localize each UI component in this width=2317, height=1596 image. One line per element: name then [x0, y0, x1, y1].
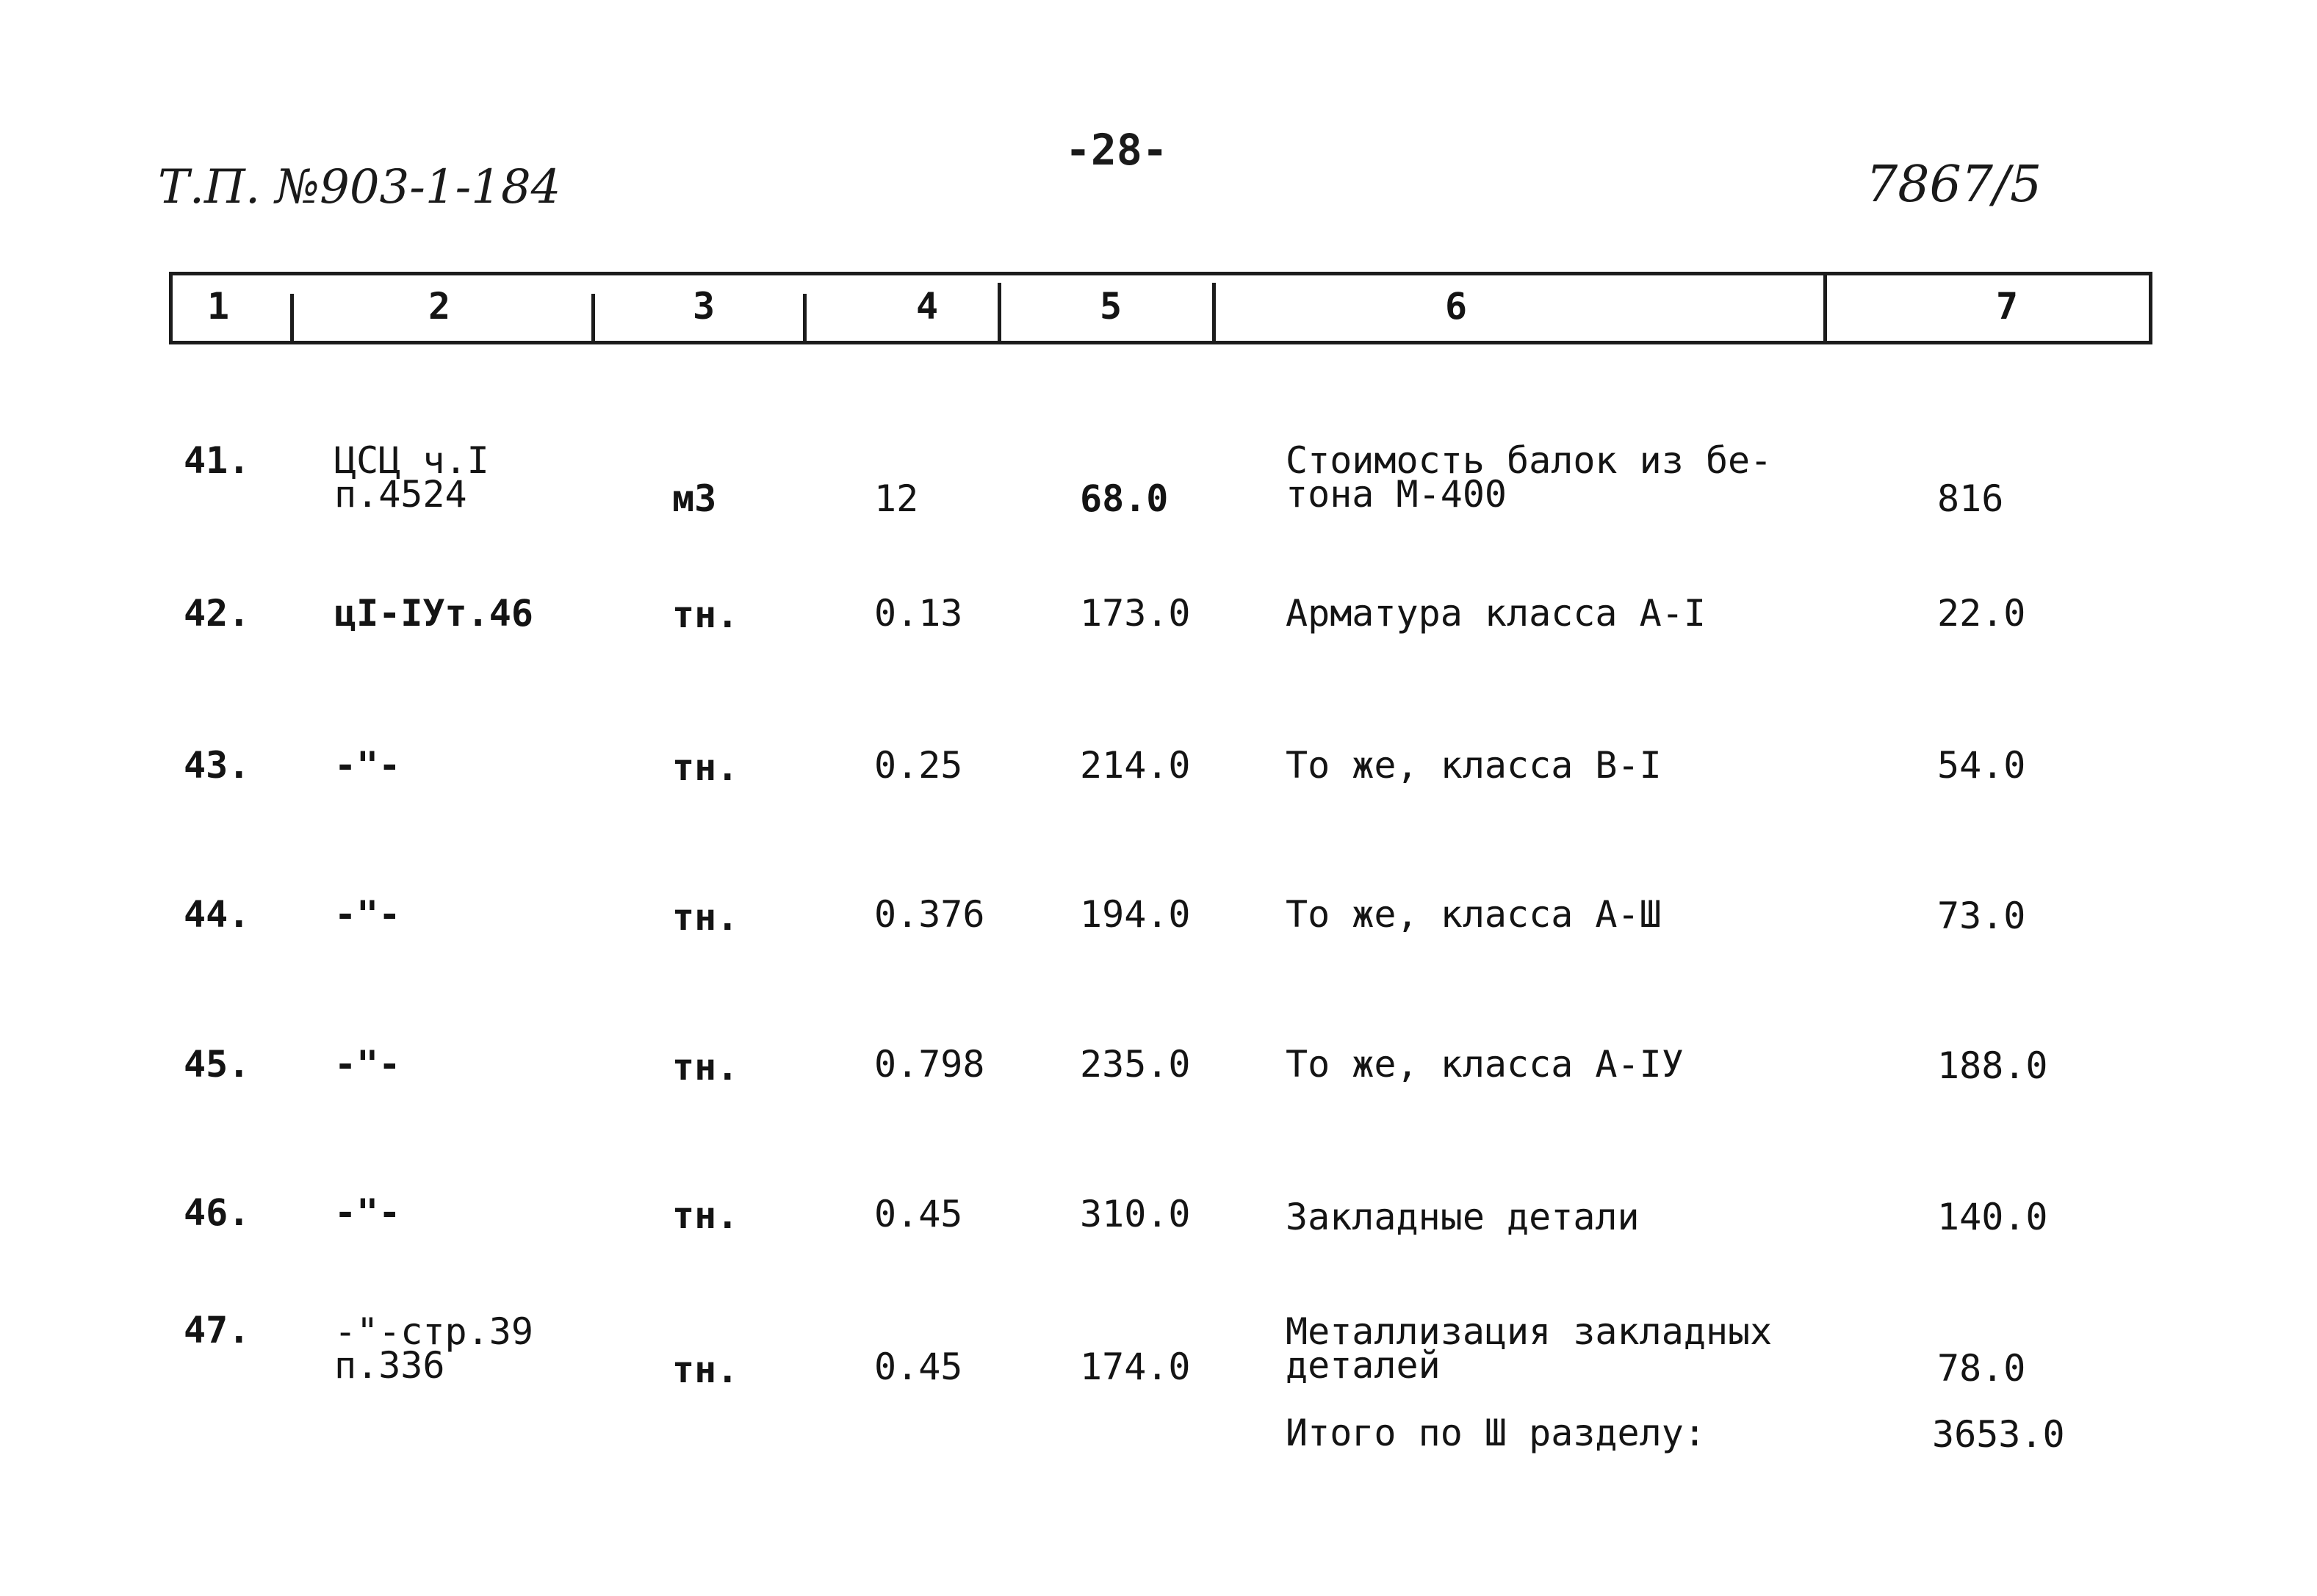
reference-line: п.336: [334, 1344, 445, 1387]
header-divider: [998, 283, 1001, 344]
reference-line: п.4524: [334, 473, 467, 516]
total-cell: 816: [1937, 477, 2004, 520]
summary-value: 3653.0: [1932, 1413, 2065, 1456]
total-cell: 22.0: [1937, 592, 2026, 635]
price-cell: 194.0: [1080, 893, 1191, 936]
quantity-cell: 0.13: [874, 592, 963, 635]
sheet-id: 7867/5: [1866, 156, 2042, 214]
summary-label: Итого по Ш разделу:: [1286, 1412, 1706, 1454]
unit-cell: тн.: [672, 746, 739, 789]
reference-cell: [334, 1310, 533, 1387]
reference-cell: [334, 439, 489, 516]
total-cell: 54.0: [1937, 744, 2026, 787]
quantity-cell: 0.45: [874, 1346, 963, 1388]
column-number: 1: [206, 285, 230, 328]
row-number: 41.: [184, 439, 251, 482]
total-cell: 73.0: [1937, 895, 2026, 937]
total-cell: 140.0: [1937, 1196, 2048, 1238]
row-number: 43.: [184, 744, 251, 787]
reference-cell: -"-: [334, 1191, 401, 1234]
description-line: деталей: [1286, 1344, 1441, 1387]
header-divider: [2149, 272, 2152, 344]
column-number: 2: [428, 285, 451, 328]
header-top-rule: [169, 272, 2152, 275]
unit-cell: тн.: [672, 1348, 739, 1391]
unit-cell: тн.: [672, 593, 739, 636]
description-line: тона М-400: [1286, 473, 1507, 516]
row-number: 47.: [184, 1309, 251, 1351]
description-cell: Закладные детали: [1286, 1196, 1640, 1238]
description-cell: То же, класса А-IУ: [1286, 1043, 1684, 1086]
description-cell: То же, класса В-I: [1286, 744, 1662, 787]
header-divider: [169, 272, 173, 344]
price-cell: 174.0: [1080, 1346, 1191, 1388]
description-cell: [1286, 439, 1773, 516]
price-cell: 310.0: [1080, 1193, 1191, 1235]
description-cell: Арматура класса А-I: [1286, 592, 1706, 635]
description-line: Металлизация закладных: [1286, 1310, 1773, 1353]
description-line: Стоимость балок из бе-: [1286, 439, 1773, 482]
price-cell: 214.0: [1080, 744, 1191, 787]
total-cell: 78.0: [1937, 1347, 2026, 1390]
reference-cell: -"-: [334, 893, 401, 936]
reference-line: ЦСЦ ч.I: [334, 439, 489, 482]
unit-cell: тн.: [672, 1194, 739, 1237]
row-number: 42.: [184, 592, 251, 635]
header-divider: [290, 294, 294, 344]
column-number: 5: [1099, 285, 1123, 328]
header-bottom-rule: [169, 341, 2152, 344]
reference-cell: -"-: [334, 1043, 401, 1086]
column-number: 3: [692, 285, 716, 328]
quantity-cell: 0.45: [874, 1193, 963, 1235]
description-cell: То же, класса А-Ш: [1286, 893, 1662, 936]
price-cell: 68.0: [1080, 477, 1169, 520]
unit-cell: тн.: [672, 896, 739, 939]
description-cell: [1286, 1310, 1773, 1387]
row-number: 44.: [184, 893, 251, 936]
unit-cell: м3: [672, 477, 717, 520]
quantity-cell: 12: [874, 477, 919, 520]
column-number: 4: [915, 285, 939, 328]
header-divider: [591, 294, 595, 344]
quantity-cell: 0.798: [874, 1043, 985, 1086]
document-code: Т.П. №903-1-184: [158, 160, 561, 214]
header-divider: [803, 294, 807, 344]
header-divider: [1823, 272, 1827, 344]
total-cell: 188.0: [1937, 1044, 2048, 1087]
row-number: 45.: [184, 1043, 251, 1086]
reference-line: -"-стр.39: [334, 1310, 533, 1353]
page-number: -28-: [1065, 125, 1168, 175]
column-number: 6: [1444, 285, 1468, 328]
header-divider: [1212, 283, 1216, 344]
quantity-cell: 0.376: [874, 893, 985, 936]
quantity-cell: 0.25: [874, 744, 963, 787]
column-number: 7: [1995, 285, 2019, 328]
reference-cell: цI-IУт.46: [334, 592, 533, 635]
row-number: 46.: [184, 1191, 251, 1234]
unit-cell: тн.: [672, 1046, 739, 1088]
price-cell: 173.0: [1080, 592, 1191, 635]
price-cell: 235.0: [1080, 1043, 1191, 1086]
reference-cell: -"-: [334, 744, 401, 787]
